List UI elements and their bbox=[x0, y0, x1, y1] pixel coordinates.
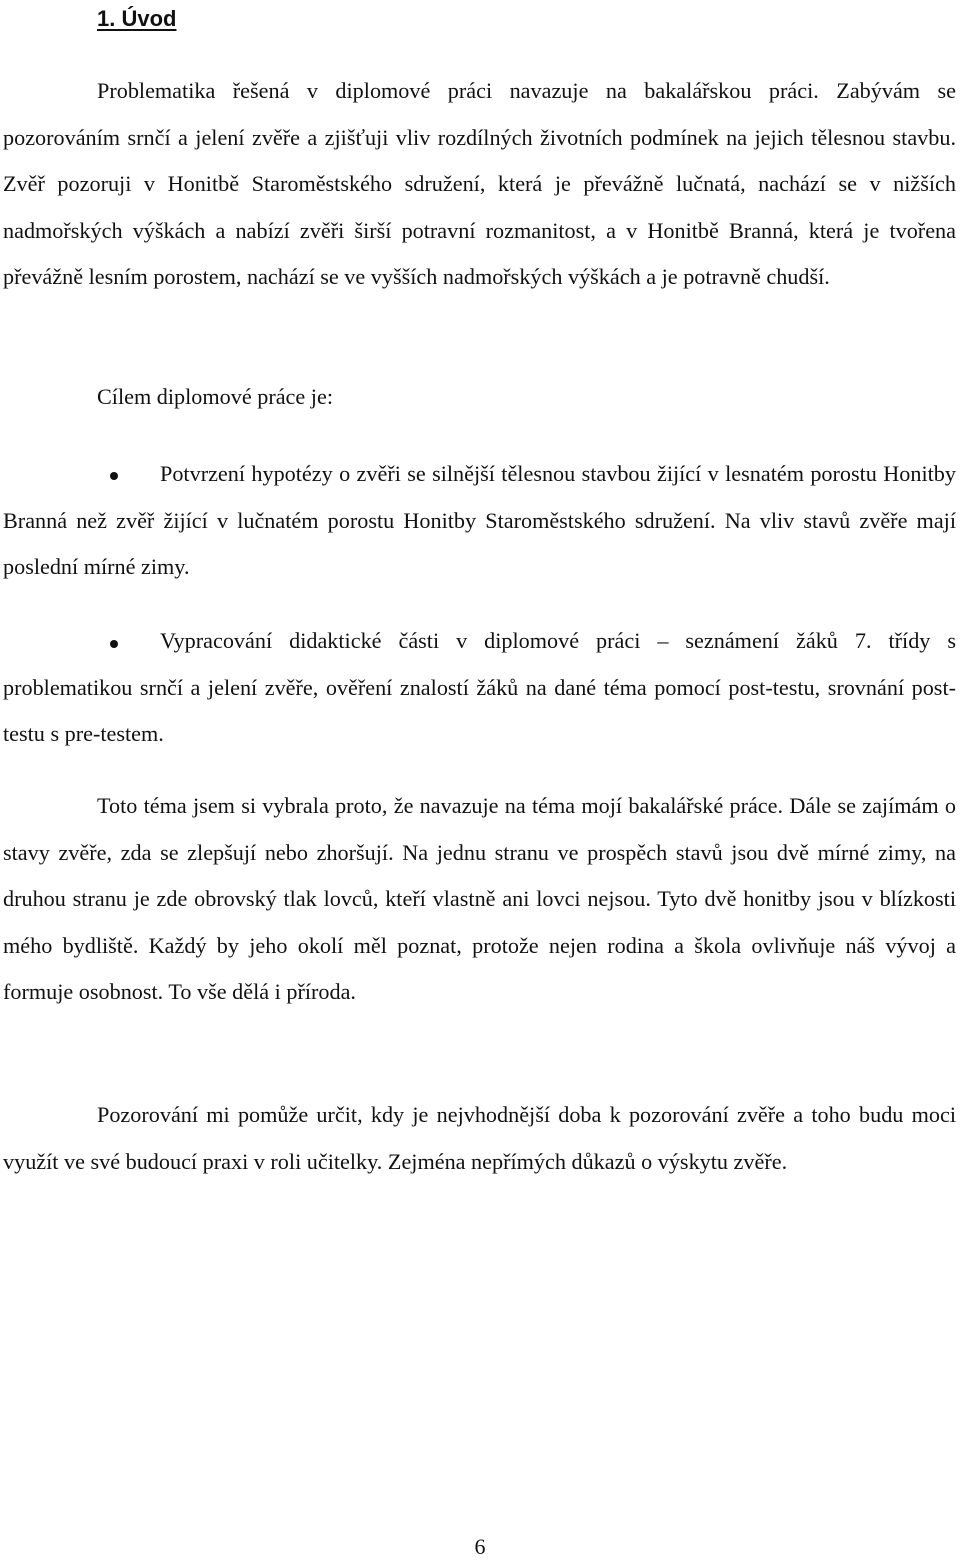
intro-paragraph: Problematika řešená v diplomové práci navazuje na bakalářskou práci. Zabývám se pozorováním srnčí a jelení zvěře a zjišťuji vliv rozdílných životních podmínek na jejich tělesnou stavbu. Zvěř pozoruji v Honitbě Staroměstského sdružení, která je převážně lučnatá, nachází se v nižších nadmořských výškách a nabízí zvěři širší potravní rozmanitost, a v Honitbě Branná, která je tvořena převážně lesním porostem, nachází se ve vyšších nadmořských výškách a je potravně chudší. bbox=[3, 78, 956, 290]
goal-intro-paragraph: Cílem diplomové práce je: bbox=[97, 384, 333, 409]
motivation-paragraph: Toto téma jsem si vybrala proto, že navazuje na téma mojí bakalářské práce. Dále se zajímám o stavy zvěře, zda se zlepšují nebo zhoršují. Na jednu stranu ve prospěch stavů jsou dvě mírné zimy, na druhou stranu je zde obrovský tlak lovců, kteří vlastně ani lovci nejsou. Tyto dvě honitby jsou v blízkosti mého bydliště. Každý by jeho okolí měl poznat, protože nejen rodina a škola ovlivňuje náš vývoj a formuje osobnost. To vše dělá i příroda. bbox=[3, 793, 956, 1005]
goal-list-item: Vypracování didaktické části v diplomové práci – seznámení žáků 7. třídy s problematikou srnčí a jelení zvěře, ověření znalostí žáků na dané téma pomocí post-testu, srovnání post-testu s pre-testem. bbox=[3, 628, 956, 747]
observation-paragraph: Pozorování mi pomůže určit, kdy je nejvhodnější doba k pozorování zvěře a toho budu moci využít ve své budoucí praxi v roli učitelky. Zejména nepřímých důkazů o výskytu zvěře. bbox=[3, 1102, 956, 1174]
section-heading: 1. Úvod bbox=[97, 6, 177, 31]
page-number: 6 bbox=[474, 1534, 486, 1559]
goal-list-item: Potvrzení hypotézy o zvěři se silnější tělesnou stavbou žijící v lesnatém porostu Honitby Branná než zvěř žijící v lučnatém porostu Honitby Staroměstského sdružení. Na vliv stavů zvěře mají poslední mírné zimy. bbox=[3, 461, 956, 580]
